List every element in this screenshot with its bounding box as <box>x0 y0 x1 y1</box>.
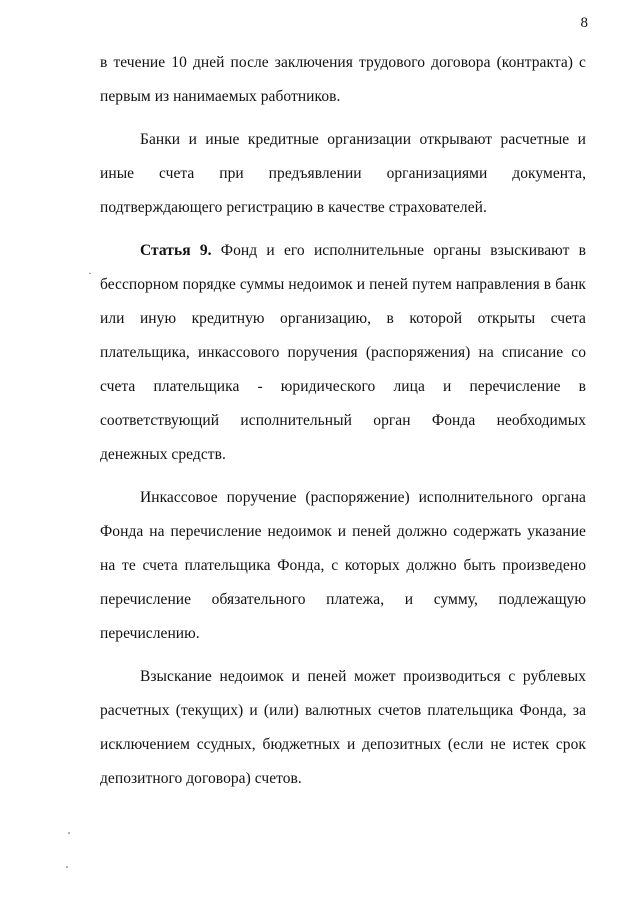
margin-mark: · <box>88 266 92 280</box>
article-heading: Статья 9. <box>140 242 212 259</box>
scan-speck <box>66 866 68 868</box>
paragraph-article-9 <box>100 234 586 472</box>
scan-speck <box>68 832 70 834</box>
page-number: 8 <box>580 15 588 31</box>
paragraph-continuation: в течение 10 дней после заключения трудового договора (контракта) с первым из нанимаемых работников. <box>100 54 586 105</box>
paragraph-recovery: Взыскание недоимок и пеней может производиться с рублевых расчетных (текущих) и (или) валютных счетов плательщика Фонда, за исключением ссудных, бюджетных и депозитных (если не истек срок депозитного договора) счетов. <box>100 668 586 787</box>
document-body <box>100 46 586 805</box>
paragraph-collection-order: Инкассовое поручение (распоряжение) исполнительного органа Фонда на перечисление недоимок и пеней должно содержать указание на те счета плательщика Фонда, с которых должно быть произведено перечисление обязательного платежа, и сумму, подлежащую перечислению. <box>100 489 586 642</box>
paragraph-banks: Банки и иные кредитные организации открывают расчетные и иные счета при предъявлении организациями документа, подтверждающего регистрацию в качестве страхователей. <box>100 131 586 216</box>
article-text: Фонд и его исполнительные органы взыскивают в бесспорном порядке суммы недоимок и пеней путем направления в банк или иную кредитную организацию, в которой открыты счета плательщика, инкассового поручения (распоряжения) на списание со счета плательщика - юридического лица и перечисление в соответствующий исполнительный орган Фонда необходимых денежных средств. <box>100 242 586 463</box>
